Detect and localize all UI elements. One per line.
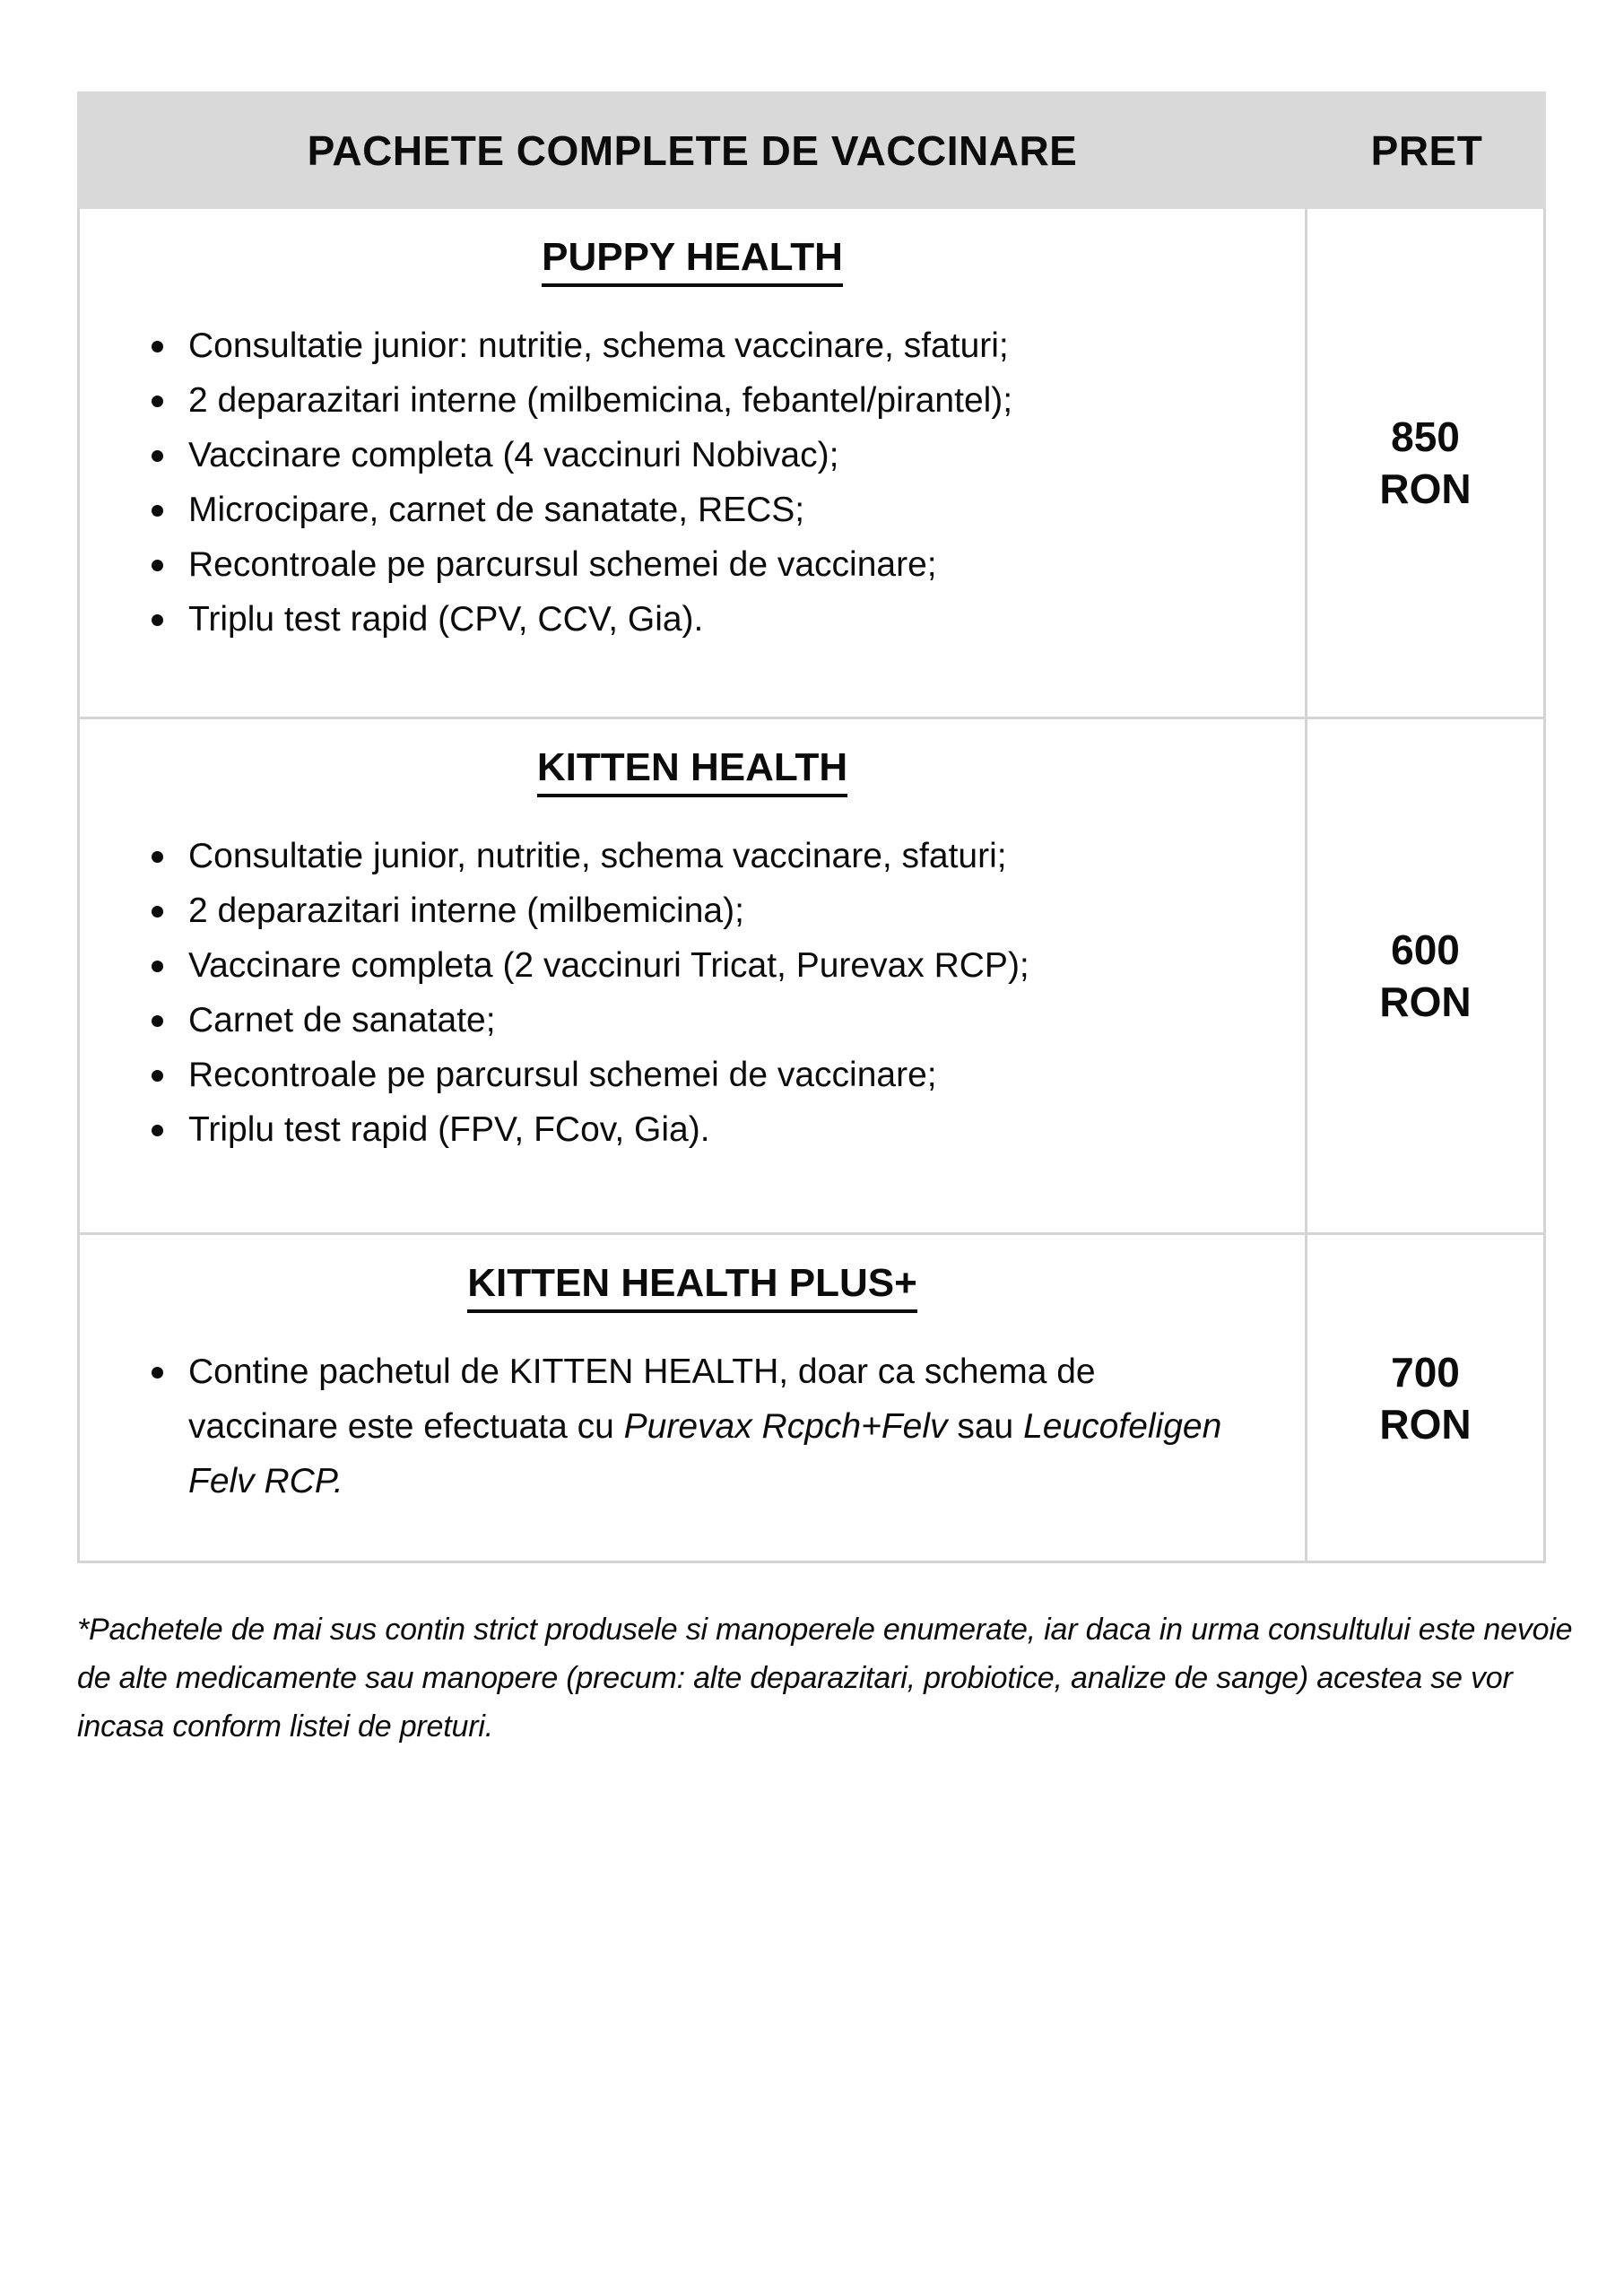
table-header-price: PRET (1370, 126, 1483, 174)
puppy-health-cell (80, 209, 1307, 717)
table-header-row (77, 91, 1546, 209)
section-title-kitten-health: KITTEN HEALTH (80, 743, 1305, 793)
bullet-icon (152, 906, 163, 918)
vaccination-packages-table (77, 91, 1546, 1563)
table-header-packages: PACHETE COMPLETE DE VACCINARE (307, 126, 1078, 174)
bullet-icon (152, 851, 163, 863)
section-title-kitten-health-plus: KITTEN HEALTH PLUS+ (80, 1258, 1305, 1309)
bullet-icon (152, 560, 163, 571)
price-currency: RON (1379, 465, 1472, 512)
kitten-health-price (1307, 719, 1543, 1232)
price-value: 850 (1391, 413, 1460, 460)
bullet-icon (152, 450, 163, 462)
list-item: Carnet de sanatate; (152, 993, 1247, 1048)
list-item: Vaccinare completa (2 vaccinuri Tricat, Purevax RCP); (152, 938, 1247, 993)
puppy-health-bullet-list (80, 318, 1305, 647)
table-row-kitten-health-plus (77, 1235, 1546, 1563)
kitten-health-cell (80, 719, 1307, 1232)
list-item: Consultatie junior: nutritie, schema vaccinare, sfaturi; (152, 318, 1247, 373)
bullet-icon (152, 1125, 163, 1136)
list-item: Vaccinare completa (4 vaccinuri Nobivac); (152, 428, 1247, 483)
kitten-health-plus-price (1307, 1235, 1543, 1561)
list-item: 2 deparazitari interne (milbemicina, febantel/pirantel); (152, 373, 1247, 428)
kitten-health-plus-cell (80, 1235, 1307, 1561)
list-item: Consultatie junior, nutritie, schema vaccinare, sfaturi; (152, 829, 1247, 883)
price-value: 700 (1391, 1348, 1460, 1396)
puppy-health-price (1307, 209, 1543, 717)
bullet-icon (152, 505, 163, 517)
list-item: Triplu test rapid (FPV, FCov, Gia). (152, 1102, 1247, 1157)
price-value: 600 (1391, 926, 1460, 973)
list-item: Microcipare, carnet de sanatate, RECS; (152, 483, 1247, 537)
list-item: Contine pachetul de KITTEN HEALTH, doar ca schema de vaccinare este efectuata cu Purevax Rcpch+Felv sau Leucofeligen Felv RCP. (152, 1344, 1247, 1509)
bullet-icon (152, 396, 163, 407)
kitten-health-plus-bullet-list (80, 1344, 1305, 1509)
section-title-puppy-health: PUPPY HEALTH (80, 232, 1305, 283)
price-currency: RON (1379, 1400, 1472, 1448)
bullet-icon (152, 961, 163, 972)
list-item: Triplu test rapid (CPV, CCV, Gia). (152, 592, 1247, 647)
bullet-icon (152, 341, 163, 352)
footnote-text: *Pachetele de mai sus contin strict produsele si manoperele enumerate, iar daca in urma consultului este nevoie de alte medicamente sau manopere (precum: alte deparazitari, probiotice, analize de sange) acestea se vor incasa conform listei de preturi. (77, 1613, 1573, 1744)
bullet-icon (152, 1367, 163, 1378)
list-item: 2 deparazitari interne (milbemicina); (152, 883, 1247, 938)
price-currency: RON (1379, 978, 1472, 1025)
list-item: Recontroale pe parcursul schemei de vaccinare; (152, 537, 1247, 592)
table-row-kitten-health (77, 719, 1546, 1235)
table-row-puppy-health (77, 209, 1546, 719)
bullet-icon (152, 1070, 163, 1082)
kitten-health-bullet-list (80, 829, 1305, 1157)
bullet-icon (152, 1015, 163, 1027)
bullet-icon (152, 614, 163, 626)
list-item: Recontroale pe parcursul schemei de vaccinare; (152, 1048, 1247, 1102)
